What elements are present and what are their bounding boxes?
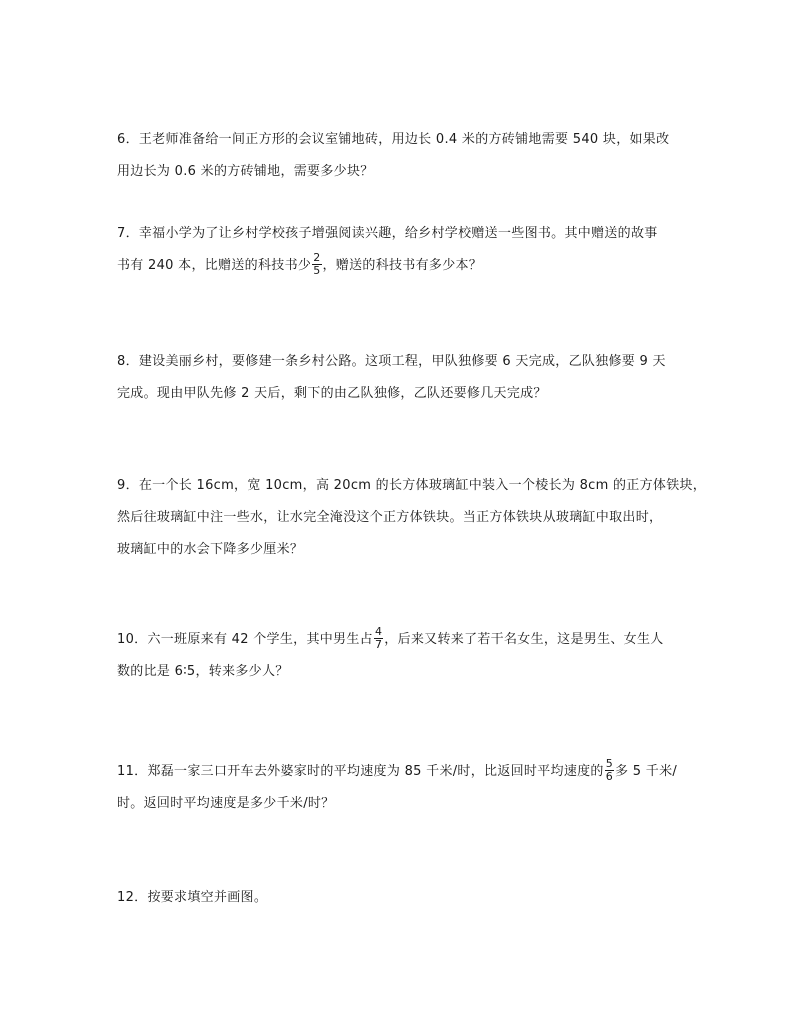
fraction-denominator: 6 xyxy=(605,770,614,783)
question-7-text-after-fraction: ，赠送的科技书有多少本？ xyxy=(322,258,483,273)
question-11-line-2: 时。返回时平均速度是多少千米/时？ xyxy=(117,796,335,811)
question-9-line-3: 玻璃缸中的水会下降多少厘米？ xyxy=(117,542,304,557)
question-10-text-before-fraction: 10．六一班原来有 42 个学生，其中男生占 xyxy=(117,632,373,647)
question-6-line-2: 用边长为 0.6 米的方砖铺地，需要多少块？ xyxy=(117,164,374,179)
question-10-text-after-fraction: ，后来又转来了若干名女生，这是男生、女生人 xyxy=(384,632,664,647)
fraction-denominator: 7 xyxy=(374,638,383,651)
question-11-text-before-fraction: 11．郑磊一家三口开车去外婆家时的平均速度为 85 千米/时，比返回时平均速度的 xyxy=(117,764,604,779)
question-6 xyxy=(117,124,687,188)
fraction-four-sevenths xyxy=(374,626,383,651)
question-9 xyxy=(117,470,707,566)
question-9-line-2: 然后往玻璃缸中注一些水，让水完全淹没这个正方体铁块。当正方体铁块从玻璃缸中取出时， xyxy=(117,510,663,525)
question-7 xyxy=(117,218,687,282)
question-10 xyxy=(117,624,687,688)
question-7-line-1: 7．幸福小学为了让乡村学校孩子增强阅读兴趣，给乡村学校赠送一些图书。其中赠送的故事 xyxy=(117,226,658,241)
fraction-two-fifths xyxy=(312,252,321,277)
fraction-numerator: 4 xyxy=(374,625,383,638)
question-10-line-1 xyxy=(117,624,687,656)
question-6-line-1: 6．王老师准备给一间正方形的会议室铺地砖，用边长 0.4 米的方砖铺地需要 540 块，如果改 xyxy=(117,132,670,147)
question-11-line-1 xyxy=(117,756,687,788)
fraction-numerator: 5 xyxy=(605,757,614,770)
question-12 xyxy=(117,882,687,914)
question-8-line-1: 8．建设美丽乡村，要修建一条乡村公路。这项工程，甲队独修要 6 天完成，乙队独修要 9 天 xyxy=(117,354,666,369)
fraction-denominator: 5 xyxy=(313,264,321,277)
question-11 xyxy=(117,756,687,820)
question-7-line-2 xyxy=(117,250,687,282)
fraction-five-sixths xyxy=(605,758,614,783)
question-7-text-before-fraction: 书有 240 本，比赠送的科技书少 xyxy=(117,258,312,273)
question-8-line-2: 完成。现由甲队先修 2 天后，剩下的由乙队独修，乙队还要修几天完成？ xyxy=(117,386,547,401)
question-9-line-1: 9．在一个长 16cm，宽 10cm，高 20cm 的长方体玻璃缸中装入一个棱长为 8cm 的正方体铁块， xyxy=(117,478,707,493)
question-8 xyxy=(117,346,687,410)
question-12-line-1: 12．按要求填空并画图。 xyxy=(117,890,268,905)
fraction-numerator: 2 xyxy=(313,251,321,264)
question-11-text-after-fraction: 多 5 千米/ xyxy=(615,764,678,779)
question-10-line-2: 数的比是 6∶5，转来多少人？ xyxy=(117,664,289,679)
